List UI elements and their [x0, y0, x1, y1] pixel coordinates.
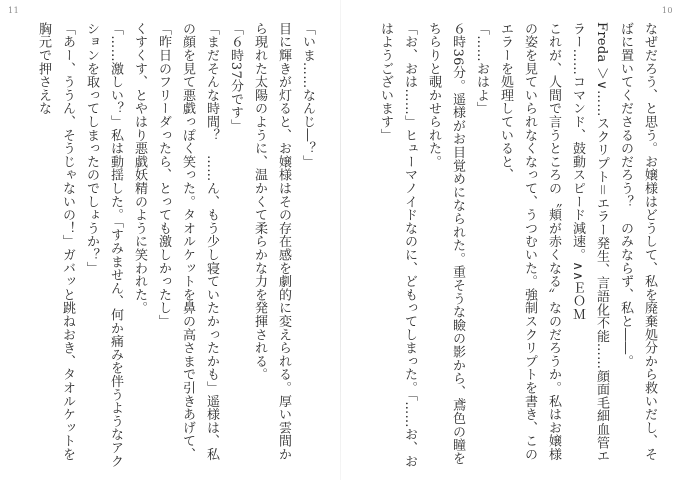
text-line: 「まだそんな時間？ ……ん、もう少し寝ていたかったかも」遥様は、私の顔を見て悪戯っぽく笑った。タオルケットを鼻の高さまで引きあげて、「昨日のフリーダったら、とっても激しかったし」 — [156, 22, 219, 461]
page-number-left: 11 — [8, 6, 20, 15]
text-line: Freda ＞∨……スクリプト＝エラー発生、言語化不能……顔面毛細血管エラー……コマンド、鼓動スピード減速。∧∧ＥＯＭ — [570, 22, 609, 463]
text-line: 「いま……なんじ―？」 — [300, 22, 315, 169]
text-line: 「……激しい？」私は動揺した。「すみません、何か痛みを伴うようなアクションを取ってしまったのでしょうか？」 — [84, 22, 123, 468]
text-line: 「……おはよ」 — [474, 22, 489, 116]
text-line: なぜだろう、と思う。お嬢様はどうして、私を廃棄処分から救いだし、そばに置いてくださるのだろう？ のみならず、私と――。 — [618, 22, 657, 461]
left-page-text — [19, 22, 319, 472]
page-number-right: 10 — [661, 6, 673, 15]
text-line: これが、人間で言うところの〝頬が赤くなる〟なのだろうか。私はお嬢様の姿を見ていられなくなって、うつむいた。強制スクリプトを書き、このエラーを処理していると、 — [498, 22, 561, 461]
text-line: ６時36分。遥様がお目覚めになられた。重そうな瞼の影から、鳶色の瞳をちらりと覗かせられた。 — [426, 22, 465, 465]
text-line: 「６時37分です」 — [228, 22, 243, 133]
page-gutter — [340, 0, 341, 480]
text-line: くすくす、とやはり悪戯妖精のように笑われた。 — [132, 22, 147, 315]
text-line: 「お、おは……」ヒューマノイドなのに、どもってしまった。「……お、おはようございます」 — [378, 22, 417, 468]
text-line: 「あー、ううん、そうじゃないの！」ガバッと跳ねおき、タオルケットを胸元で押さえな — [36, 22, 75, 461]
text-line: 目に輝きが灯ると、お嬢様はその存在感を劇的に変えられる。厚い雲間から現れた太陽のように、温かくて柔らかな力を発揮される。 — [252, 22, 291, 461]
right-page-text — [361, 22, 661, 472]
